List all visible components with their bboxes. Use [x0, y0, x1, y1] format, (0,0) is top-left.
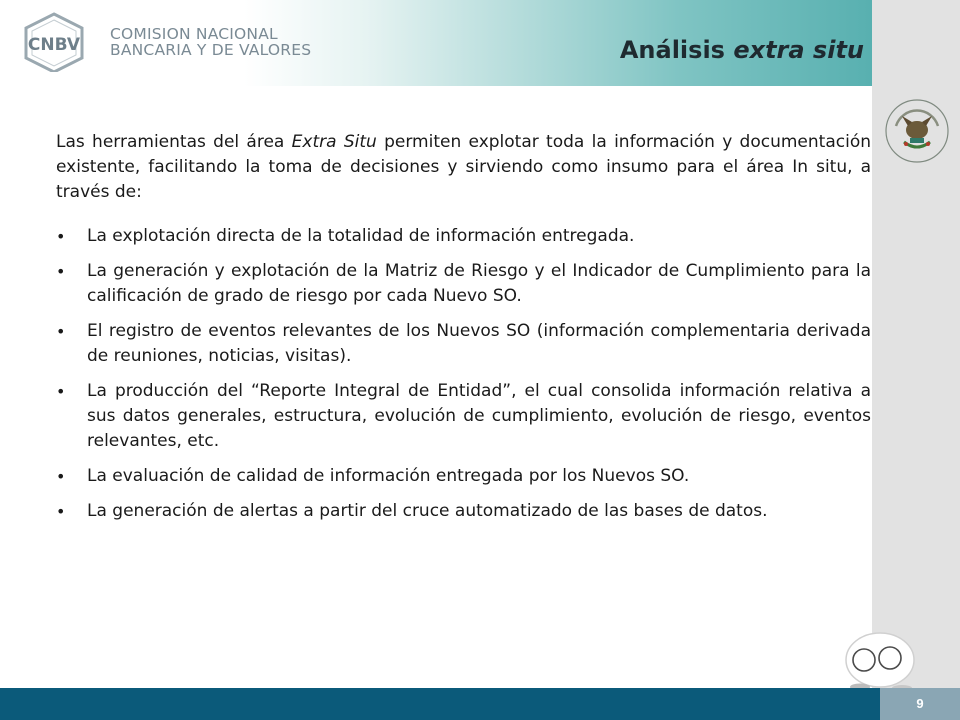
logo-line-1: COMISION NACIONAL — [110, 25, 278, 43]
bullet-item: • La explotación directa de la totalidad de información entregada. — [56, 224, 871, 249]
bullet-item: • La evaluación de calidad de información entregada por los Nuevos SO. — [56, 464, 871, 489]
logo-wordmark — [110, 26, 311, 58]
page-title — [620, 36, 864, 64]
bullet-item: • El registro de eventos relevantes de los Nuevos SO (información complementaria derivada de reuniones, noticias, visitas). — [56, 319, 871, 369]
bullet-list — [56, 224, 871, 524]
intro-text-1: Las herramientas del área — [56, 132, 292, 152]
title-main: Análisis — [619, 36, 734, 64]
bullet-item: • La producción del “Reporte Integral de Entidad”, el cual consolida información relativa a sus datos generales, estructura, evolución de cumplimiento, evolución de riesgo, eventos relevantes, etc. — [56, 379, 871, 454]
title-italic: extra situ — [733, 36, 864, 64]
cnbv-hexagon-icon — [18, 12, 108, 72]
overlapping-circles-icon — [842, 632, 922, 694]
intro-text-2: permiten explotar toda la información y documentación existente, facilitando la toma de decisiones y sirviendo como insumo para el área In situ, a través de: — [56, 132, 871, 202]
mexican-coat-of-arms-seal-icon — [882, 96, 952, 166]
bullet-item: • La generación y explotación de la Matriz de Riesgo y el Indicador de Cumplimiento para la calificación de grado de riesgo por cada Nuevo SO. — [56, 259, 871, 309]
page-number-box — [880, 688, 960, 720]
logo-line-2: BANCARIA Y DE VALORES — [110, 41, 312, 59]
page-number: 9 — [916, 696, 924, 711]
cnbv-logo — [18, 12, 312, 72]
logo-mark-text: CNBV — [27, 35, 81, 55]
slide-content — [56, 130, 871, 534]
footer-band — [0, 688, 960, 720]
intro-paragraph — [56, 130, 871, 205]
bullet-item: • La generación de alertas a partir del cruce automatizado de las bases de datos. — [56, 499, 871, 524]
intro-italic-text: Extra Situ — [291, 132, 377, 152]
